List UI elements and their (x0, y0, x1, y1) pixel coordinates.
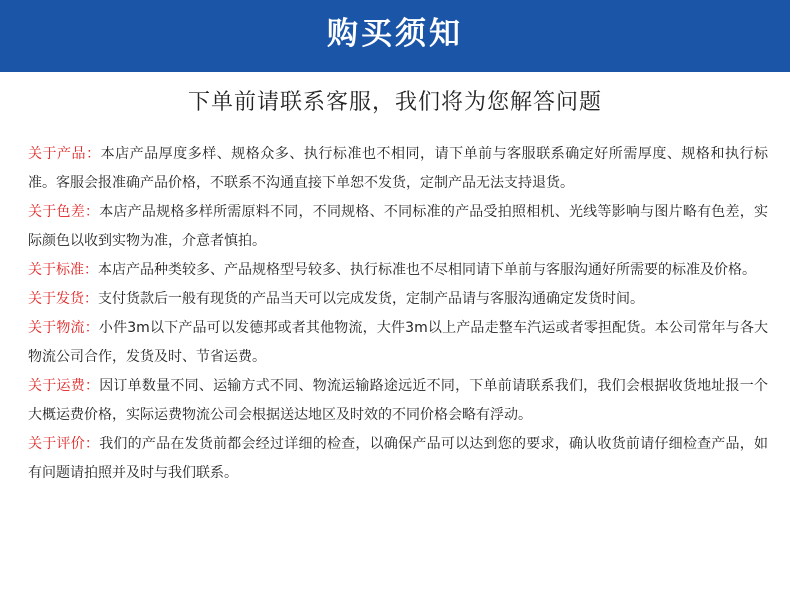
notice-label: 关于产品： (28, 146, 101, 162)
notice-label: 关于评价： (28, 436, 100, 452)
notice-label: 关于色差： (28, 204, 100, 220)
notice-review (28, 430, 768, 488)
notice-text: 因订单数量不同、运输方式不同、物流运输路途远近不同，下单前请联系我们，我们会根据收货地址报一个大概运费价格，实际运费物流公司会根据送达地区及时效的不同价格会略有浮动。 (28, 378, 769, 423)
notice-text: 本店产品种类较多、产品规格型号较多、执行标准也不尽相同请下单前与客服沟通好所需要的标准及价格。 (98, 262, 756, 278)
notice-label: 关于物流： (28, 320, 99, 336)
header-banner (0, 0, 790, 72)
notice-color-difference (28, 198, 768, 256)
notice-list (28, 140, 768, 488)
contact-subtitle: 下单前请联系客服，我们将为您解答问题 (187, 90, 602, 115)
notice-product (28, 140, 768, 198)
notice-standard (28, 256, 768, 285)
notice-text: 小件3m以下产品可以发德邦或者其他物流，大件3m以上产品走整车汽运或者零担配货。本公司常年与各大物流公司合作，发货及时、节省运费。 (28, 320, 768, 365)
notice-text: 本店产品厚度多样、规格众多、执行标准也不相同，请下单前与客服联系确定好所需厚度、规格和执行标准。客服会报准确产品价格，不联系不沟通直接下单恕不发货，定制产品无法支持退货。 (28, 146, 769, 191)
notice-freight (28, 372, 768, 430)
notice-text: 支付货款后一般有现货的产品当天可以完成发货，定制产品请与客服沟通确定发货时间。 (98, 291, 644, 307)
banner-title: 购买须知 (327, 15, 463, 52)
notice-text: 我们的产品在发货前都会经过详细的检查，以确保产品可以达到您的要求，确认收货前请仔细检查产品，如有问题请拍照并及时与我们联系。 (28, 436, 769, 481)
notice-label: 关于运费： (28, 378, 100, 394)
notice-shipping (28, 285, 768, 314)
notice-label: 关于标准： (28, 262, 98, 278)
notice-label: 关于发货： (28, 291, 98, 307)
notice-logistics (28, 314, 768, 372)
notice-text: 本店产品规格多样所需原料不同，不同规格、不同标准的产品受拍照相机、光线等影响与图片略有色差，实际颜色以收到实物为准，介意者慎拍。 (28, 204, 769, 249)
